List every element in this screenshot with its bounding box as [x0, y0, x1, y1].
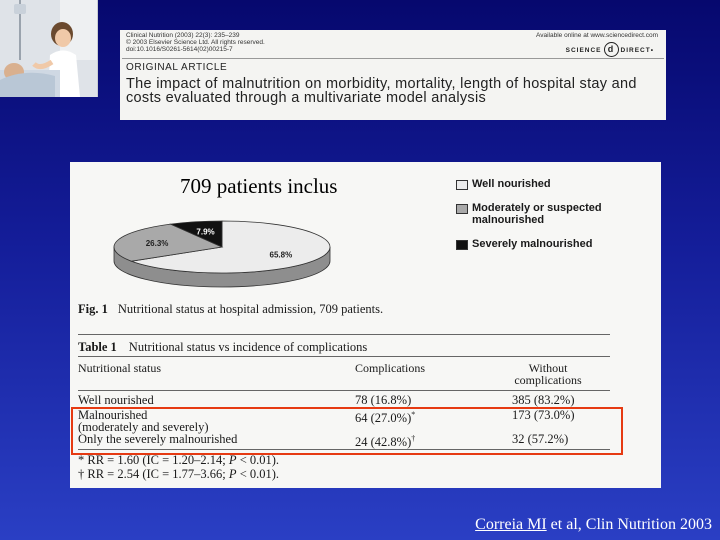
- figure-heading: 709 patients inclus: [180, 174, 338, 198]
- journal-reference: [126, 32, 265, 53]
- journal-line: © 2003 Elsevier Science Ltd. All rights reserved.: [126, 39, 265, 46]
- highlight-box: [71, 407, 623, 455]
- sciencedirect-logo: SCIENCE d DIRECT•: [566, 42, 654, 57]
- pie-slice-label: 65.8%: [269, 250, 293, 260]
- figure-table-clipping: [70, 162, 661, 488]
- column-header-complications: Complications: [355, 361, 425, 375]
- row-without: 32 (57.2%): [512, 432, 569, 446]
- journal-line: doi:10.1016/S0261-5614(02)00215-7: [126, 46, 233, 53]
- legend-swatch: [456, 240, 468, 250]
- table-top-rule: [78, 334, 610, 335]
- citation-text: et al, Clin Nutrition 2003: [546, 516, 712, 533]
- legend-label: Well nourished: [472, 178, 551, 190]
- citation: [475, 516, 712, 534]
- row-status: Only the severely malnourished: [78, 432, 238, 446]
- row-without: 173 (73.0%): [512, 408, 575, 422]
- row-complications: 78 (16.8%): [355, 393, 412, 407]
- legend-item-well-nourished: [456, 178, 656, 190]
- legend-label: Moderately or suspected malnourished: [472, 202, 602, 226]
- footnote-p: P: [228, 453, 237, 467]
- chart-legend: [456, 178, 656, 262]
- row-status: Malnourished: [78, 408, 148, 422]
- header-divider: [122, 58, 664, 59]
- pie-slice-label: 7.9%: [196, 227, 215, 237]
- column-header-without: Without complications: [514, 361, 582, 387]
- citation-author-link[interactable]: Correia MI: [475, 516, 547, 533]
- footnote-suffix: < 0.01).: [236, 467, 280, 481]
- figure-caption-label: Fig. 1: [78, 302, 108, 316]
- table-caption-text: Nutritional status vs incidence of complications: [128, 340, 368, 354]
- legend-item-moderately: [456, 202, 656, 226]
- column-header-status: Nutritional status: [78, 361, 161, 375]
- row-status-sub: (moderately and severely): [78, 420, 209, 434]
- available-online-text: Available online at www.sciencedirect.com: [536, 32, 658, 39]
- nurse-patient-photo: [0, 0, 98, 97]
- legend-label: Severely malnourished: [472, 238, 593, 250]
- section-label: ORIGINAL ARTICLE: [126, 62, 228, 73]
- article-header-clipping: [120, 30, 666, 120]
- legend-item-severely: [456, 238, 656, 250]
- footnote-p: P: [228, 467, 237, 481]
- figure-caption-text: Nutritional status at hospital admission, 709 patients.: [117, 302, 384, 316]
- significance-mark: †: [411, 434, 416, 443]
- row-status: Well nourished: [78, 393, 154, 407]
- footnote-prefix: † RR = 2.54 (IC = 1.77–3.66;: [78, 467, 229, 481]
- at-logo-icon: d: [604, 42, 619, 57]
- row-without: 385 (83.2%): [512, 393, 575, 407]
- value: 64 (27.0%): [355, 411, 412, 426]
- article-title: The impact of malnutrition on morbidity, mortality, length of hospital stay and costs evaluated through a multivariate model analysis: [126, 76, 637, 106]
- footnote-rr-severely: [78, 468, 279, 481]
- table-header-rule: [78, 356, 610, 357]
- figure-caption: [78, 302, 383, 317]
- table-caption: [78, 340, 367, 355]
- value: 24 (42.8%): [355, 435, 412, 450]
- pie-chart: [92, 212, 352, 302]
- footnote-suffix: < 0.01).: [236, 453, 280, 467]
- legend-swatch: [456, 204, 468, 214]
- nurse-patient-illustration: [0, 0, 97, 97]
- journal-line: Clinical Nutrition (2003) 22(3): 235–239: [126, 32, 240, 39]
- footnote-prefix: * RR = 1.60 (IC = 1.20–2.14;: [78, 453, 229, 467]
- table-body-rule: [78, 390, 610, 391]
- significance-mark: *: [411, 410, 416, 419]
- legend-swatch: [456, 180, 468, 190]
- table-caption-label: Table 1: [78, 340, 117, 354]
- footnote-rr-malnourished: [78, 454, 279, 467]
- pie-slice-label: 26.3%: [145, 239, 169, 249]
